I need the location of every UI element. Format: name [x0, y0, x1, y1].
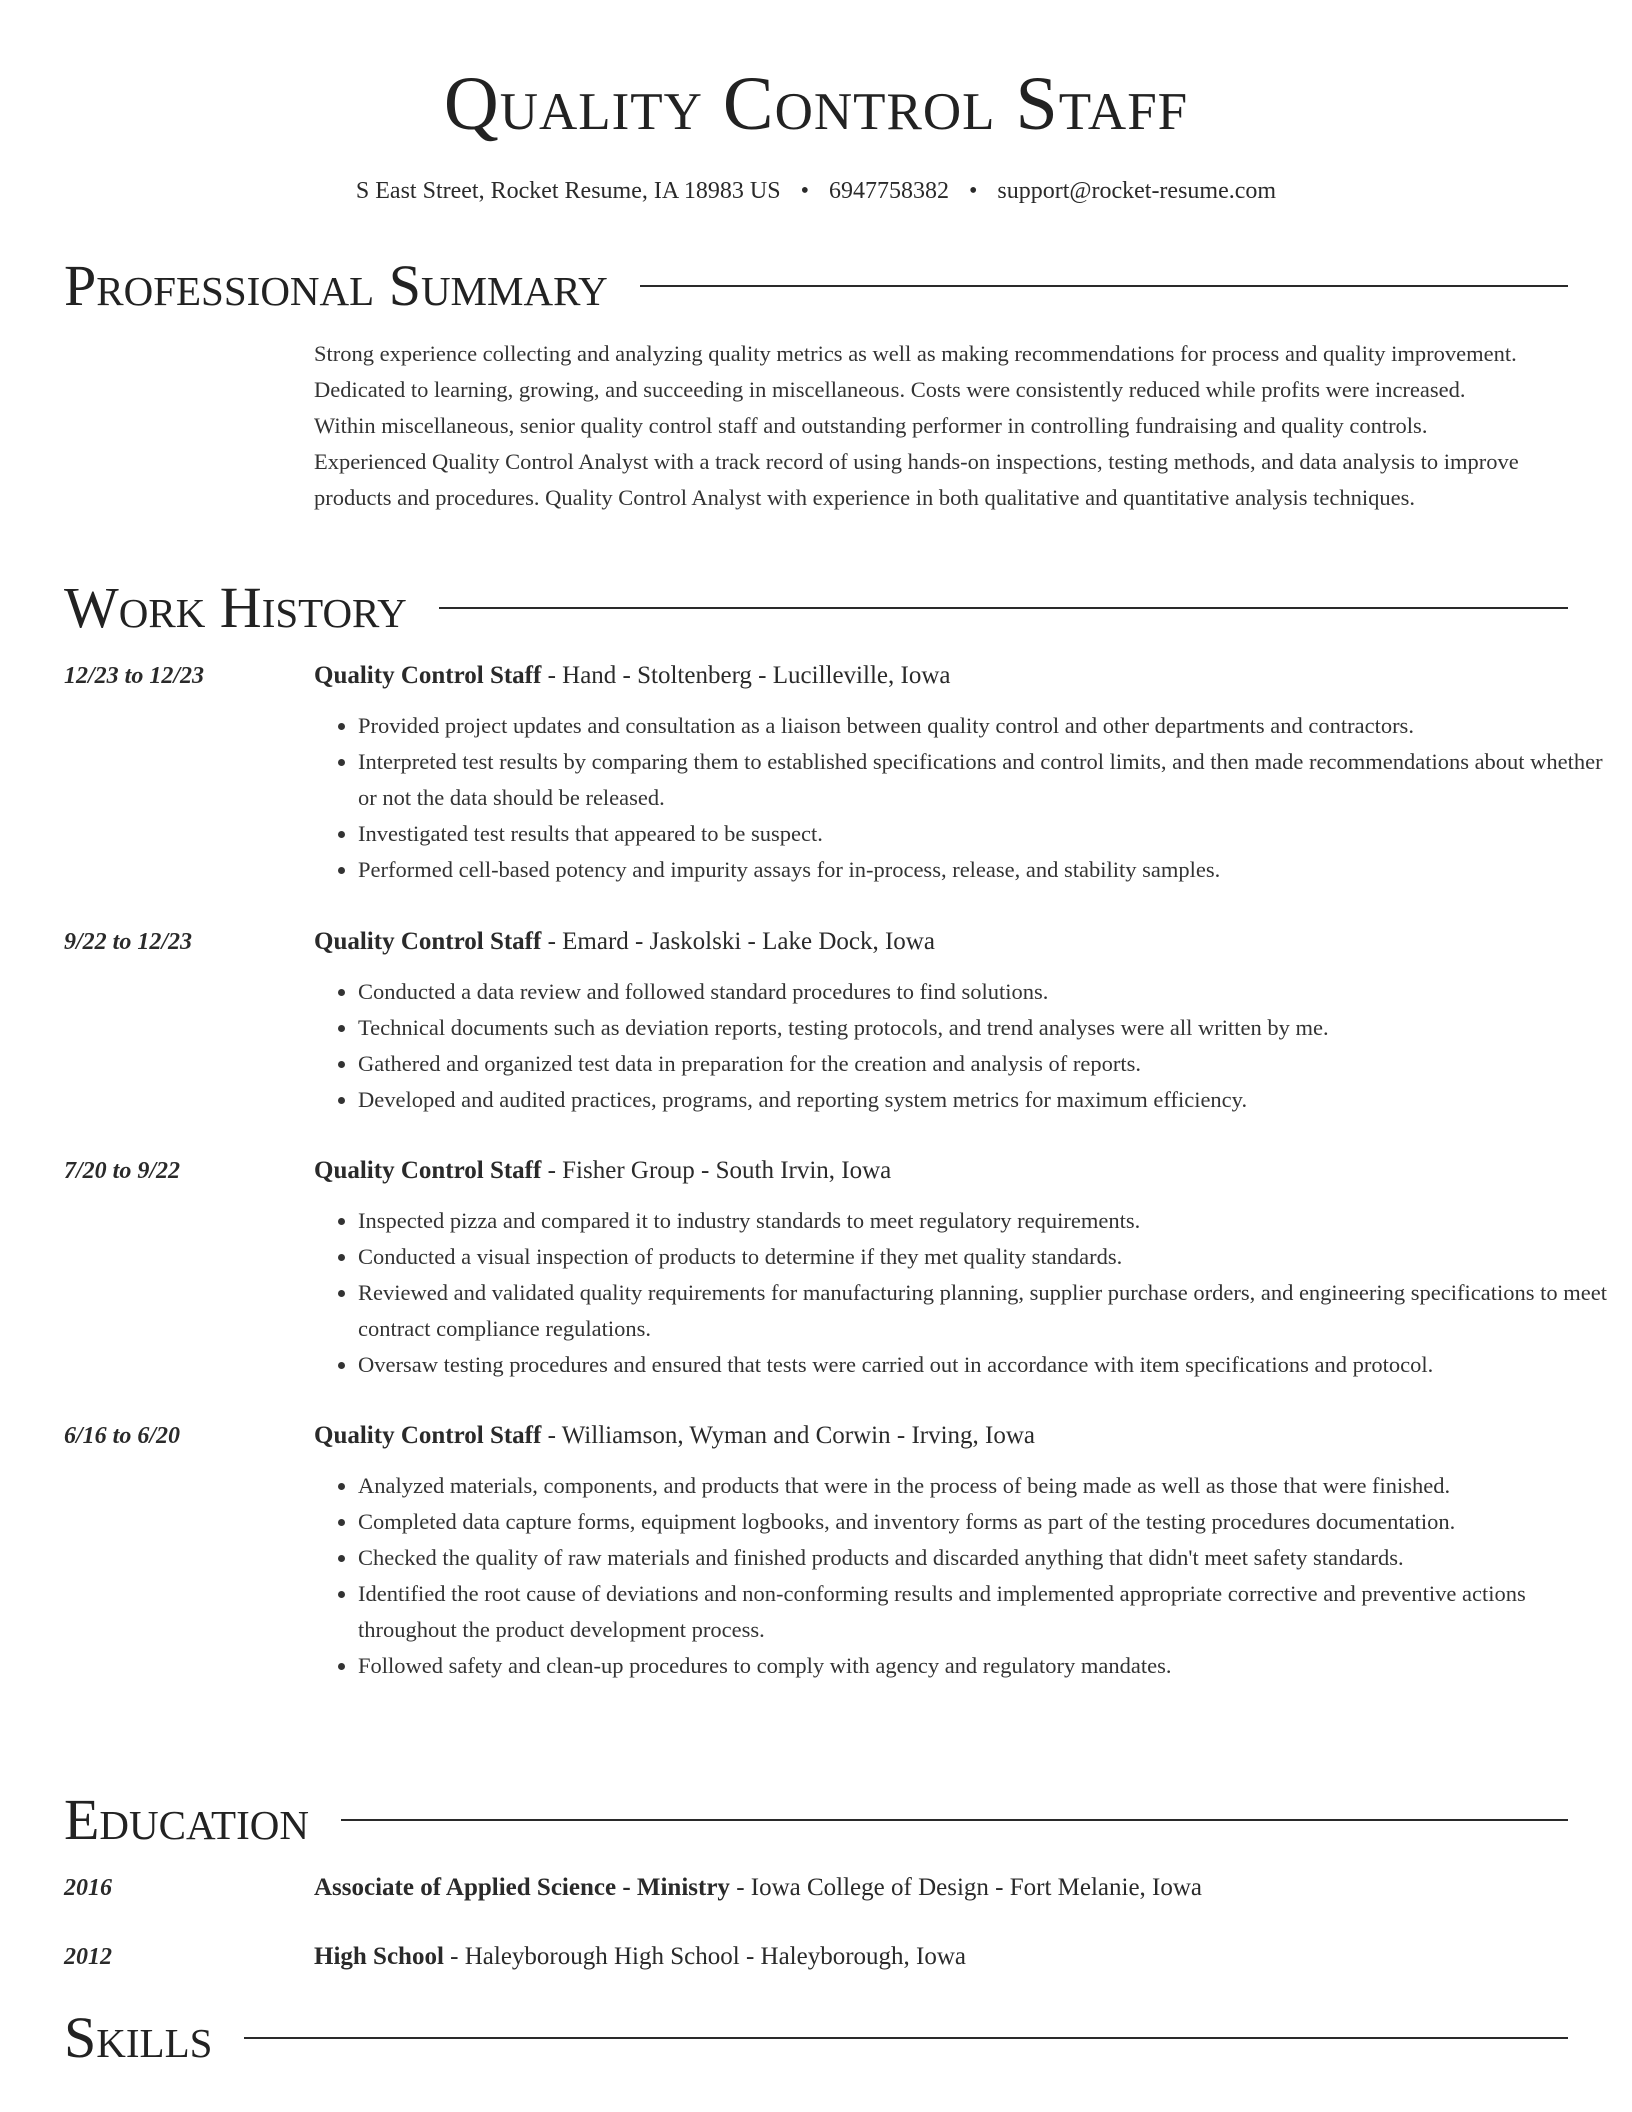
job-title: Quality Control Staff: [314, 1422, 542, 1449]
education-heading: [314, 1870, 1564, 1906]
section-divider: [244, 2037, 1568, 2039]
job-bullets: [314, 1468, 1608, 1684]
education-year: 2012: [64, 1944, 112, 1970]
job-bullet: • Provided project updates and consultation as a liaison between quality control and other departments and contractors.: [358, 708, 1608, 744]
resume-name: Quality Control Staff: [443, 62, 1189, 146]
section-divider: [640, 285, 1568, 287]
job-bullet: • Inspected pizza and compared it to industry standards to meet regulatory requirements.: [358, 1203, 1608, 1239]
section-title: Skills: [64, 2005, 213, 2070]
education-school: - Haleyborough High School - Haleyborough, Iowa: [443, 1943, 967, 1970]
job-bullet: • Gathered and organized test data in preparation for the creation and analysis of reports.: [358, 1046, 1608, 1082]
education-degree: Associate of Applied Science - Ministry: [314, 1874, 730, 1901]
section-header-skills: [64, 2006, 1568, 2070]
contact-email: support@rocket-resume.com: [997, 178, 1277, 204]
job-title: Quality Control Staff: [314, 1157, 542, 1184]
job-title: Quality Control Staff: [314, 928, 542, 955]
job-dates: 12/23 to 12/23: [64, 663, 205, 689]
section-title: Work History: [64, 575, 407, 640]
job-heading: [314, 1153, 1564, 1189]
job-bullet: • Checked the quality of raw materials and finished products and discarded anything that didn't meet safety standards.: [358, 1540, 1608, 1576]
contact-separator: •: [800, 178, 809, 204]
job-dates: 7/20 to 9/22: [64, 1158, 181, 1184]
job-bullet: • Reviewed and validated quality requirements for manufacturing planning, supplier purchase orders, and engineering specifications to meet contract compliance regulations.: [358, 1275, 1608, 1347]
education-year: 2016: [64, 1875, 112, 1901]
education-degree: High School: [314, 1943, 444, 1970]
summary-text: Strong experience collecting and analyzing quality metrics as well as making recommendations for process and quality improvement. Dedicated to learning, growing, and succeeding in miscellaneous. Costs were consistently reduced while profits were increased. Within miscellaneous, senior quality control staff and outstanding performer in controlling fundraising and quality controls. Experienced Quality Control Analyst with a track record of using hands-on inspections, testing methods, and data analysis to improve products and procedures. Quality Control Analyst with experience in both qualitative and quantitative analysis techniques.: [314, 341, 1519, 510]
job-bullet: • Identified the root cause of deviations and non-conforming results and implemented appropriate corrective and preventive actions throughout the product development process.: [358, 1576, 1608, 1648]
section-title: Professional Summary: [64, 253, 608, 318]
education-heading: [314, 1939, 1564, 1975]
contact-separator: •: [968, 178, 978, 204]
contact-address: S East Street, Rocket Resume, IA 18983 US: [355, 178, 781, 204]
section-header-education: [64, 1788, 1568, 1852]
job-employer: - Hand - Stoltenberg - Lucilleville, Iowa: [541, 662, 951, 689]
job-bullets: [314, 1203, 1608, 1383]
job-bullet: • Technical documents such as deviation reports, testing protocols, and trend analyses were all written by me.: [358, 1010, 1608, 1046]
job-bullet: • Interpreted test results by comparing them to established specifications and control limits, and then made recommendations about whether or not the data should be released.: [358, 744, 1608, 816]
job-title: Quality Control Staff: [314, 662, 542, 689]
education-school: - Iowa College of Design - Fort Melanie, Iowa: [729, 1874, 1203, 1901]
job-heading: [314, 924, 1564, 960]
job-bullet: • Analyzed materials, components, and products that were in the process of being made as well as those that were finished.: [358, 1468, 1608, 1504]
job-bullet: • Conducted a visual inspection of products to determine if they met quality standards.: [358, 1239, 1608, 1275]
job-bullets: [314, 708, 1608, 888]
job-employer: - Fisher Group - South Irvin, Iowa: [541, 1157, 892, 1184]
job-employer: - Emard - Jaskolski - Lake Dock, Iowa: [541, 928, 935, 955]
contact-phone: 6947758382: [828, 178, 949, 204]
job-heading: [314, 1418, 1564, 1454]
job-heading: [314, 658, 1564, 694]
job-dates: 6/16 to 6/20: [64, 1423, 181, 1449]
job-bullet: • Developed and audited practices, programs, and reporting system metrics for maximum efficiency.: [358, 1082, 1608, 1118]
section-title: Education: [64, 1787, 309, 1852]
section-header-summary: [64, 254, 1568, 318]
job-dates: 9/22 to 12/23: [64, 929, 193, 955]
contact-line: [0, 176, 1632, 206]
section-header-work-history: [64, 576, 1568, 640]
job-bullet: • Conducted a data review and followed standard procedures to find solutions.: [358, 974, 1608, 1010]
job-bullet: • Followed safety and clean-up procedures to comply with agency and regulatory mandates.: [358, 1648, 1608, 1684]
job-bullet: • Performed cell-based potency and impurity assays for in-process, release, and stability samples.: [358, 852, 1608, 888]
job-bullet: • Investigated test results that appeared to be suspect.: [358, 816, 1608, 852]
section-divider: [439, 607, 1568, 609]
job-employer: - Williamson, Wyman and Corwin - Irving, Iowa: [541, 1422, 1036, 1449]
section-divider: [341, 1819, 1568, 1821]
job-bullet: • Completed data capture forms, equipment logbooks, and inventory forms as part of the testing procedures documentation.: [358, 1504, 1608, 1540]
job-bullets: [314, 974, 1608, 1118]
job-bullet: • Oversaw testing procedures and ensured that tests were carried out in accordance with item specifications and protocol.: [358, 1347, 1608, 1383]
